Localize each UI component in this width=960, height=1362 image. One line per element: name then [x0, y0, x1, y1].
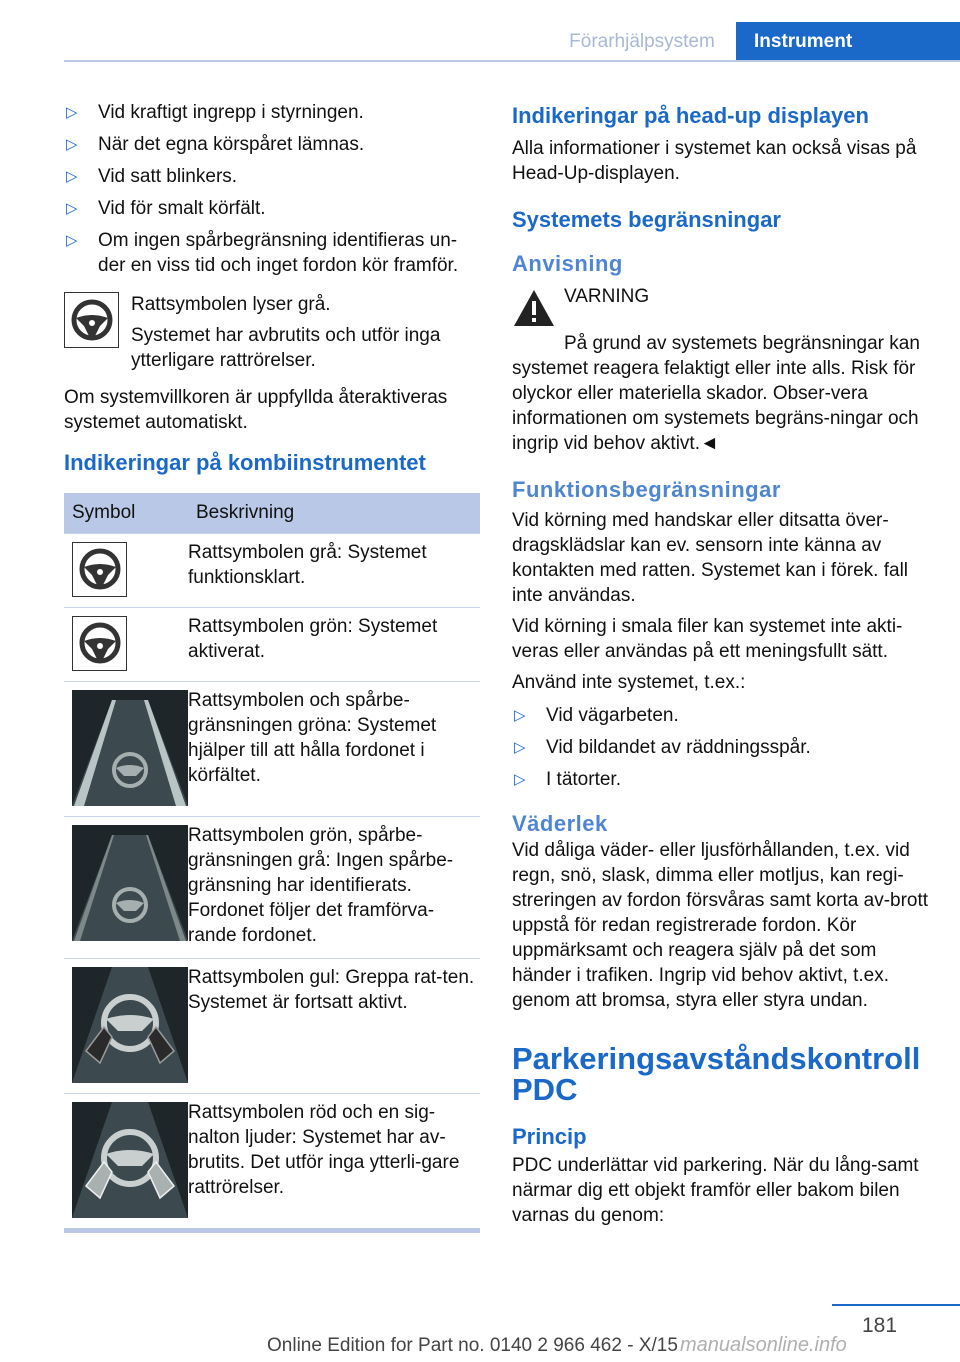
limits-heading: Systemets begränsningar [512, 207, 781, 232]
warning-text: På grund av systemets begränsningar kan systemet reagera felaktigt eller inte alls. Risk för olyckor eller materiella skador. Obser-vera informationen om systemets begräns-ningar och ingrip vid behov aktivt.◄ [512, 333, 920, 454]
lane-grey-scene [72, 825, 188, 941]
page-header [0, 0, 960, 62]
watermark-text: manualsonline.info [680, 1334, 847, 1356]
header-rule [64, 60, 960, 62]
reactivation-paragraph: Om systemvillkoren är uppfyllda återaktiveras systemet automatiskt. [64, 387, 448, 433]
bullet-triangle-icon: ▷ [514, 739, 526, 756]
bullet-triangle-icon: ▷ [66, 136, 78, 153]
hands-yellow-scene [72, 967, 188, 1083]
principle-paragraph: PDC underlättar vid parkering. När du lång-samt närmar dig ett objekt framför eller bakom bilen varnas du genom: [512, 1155, 919, 1226]
steering-grey-note [64, 292, 480, 373]
avoid-list [512, 703, 932, 792]
icon-note-line1: Rattsymbolen lyser grå. [131, 294, 331, 315]
principle-heading: Princip [512, 1124, 587, 1149]
headup-heading: Indikeringar på head-up displayen [512, 103, 869, 128]
table-header-symbol: Symbol [64, 493, 188, 533]
steering-wheel-icon [64, 292, 119, 348]
table-row [64, 1093, 480, 1230]
weather-heading: Väderlek [512, 811, 608, 836]
hands-red-scene [72, 1102, 188, 1218]
list-item: ▷ Om ingen spårbegränsning identifieras un-der en viss tid och inget fordon kör framför. [66, 230, 459, 276]
page-number: 181 [862, 1314, 898, 1337]
lane-green-scene [72, 690, 188, 806]
icon-note-line2: Systemet har avbrutits och utför inga ytterligare rattrörelser. [131, 325, 441, 371]
table-header-description: Beskrivning [188, 493, 480, 533]
bullet-triangle-icon: ▷ [66, 104, 78, 121]
table-row [64, 958, 480, 1093]
list-item: ▷ Vid för smalt körfält. [66, 198, 266, 219]
bullet-triangle-icon: ▷ [514, 707, 526, 724]
list-item: ▷ Vid vägarbeten. [514, 705, 679, 726]
note-heading: Anvisning [512, 251, 623, 276]
function-limits-heading: Funktionsbegränsningar [512, 477, 781, 502]
bullet-triangle-icon: ▷ [66, 232, 78, 249]
list-item: ▷ Vid kraftigt ingrepp i styrningen. [66, 102, 364, 123]
header-chapter-tab: Instrument [736, 22, 960, 62]
table-row [64, 607, 480, 681]
table-cell-description: Rattsymbolen grå: Systemet funktionsklart. [188, 533, 480, 607]
footer-rule [832, 1304, 960, 1306]
warning-block [512, 284, 932, 333]
table-cell-description: Rattsymbolen röd och en sig-nalton ljuder: Systemet har av-brutits. Det utför inga ytterli-gare rattrörelser. [188, 1093, 480, 1230]
steering-wheel-grey-icon [72, 542, 127, 597]
list-item: ▷ Vid satt blinkers. [66, 166, 238, 187]
left-column [64, 100, 480, 1233]
headup-paragraph: Alla informationer i systemet kan också visas på Head-Up-displayen. [512, 138, 917, 184]
function-paragraph-2: Vid körning i smala filer kan systemet inte akti-veras eller användas på ett meningsfullt sätt. [512, 616, 903, 662]
cluster-heading: Indikeringar på kombiinstrumentet [64, 450, 426, 475]
steering-wheel-green-icon [72, 616, 127, 671]
edition-note: Online Edition for Part no. 0140 2 966 462 - X/15 [267, 1335, 678, 1356]
condition-list [64, 100, 480, 278]
warning-title: VARNING [564, 286, 650, 307]
bullet-triangle-icon: ▷ [514, 771, 526, 788]
bullet-triangle-icon: ▷ [66, 168, 78, 185]
list-item: ▷ Vid bildandet av räddningsspår. [514, 737, 811, 758]
table-cell-description: Rattsymbolen och spårbe-gränsningen gröna: Systemet hjälper till att hålla fordonet i körfältet. [188, 681, 480, 816]
function-paragraph-3: Använd inte systemet, t.ex.: [512, 672, 746, 693]
table-cell-description: Rattsymbolen grön, spårbe-gränsningen grå: Ingen spårbe-gränsning har identifierats. Fordonet följer det framförva-rande fordonet. [188, 816, 480, 958]
warning-triangle-icon [512, 288, 556, 333]
table-row [64, 816, 480, 958]
table-row [64, 681, 480, 816]
weather-paragraph: Vid dåliga väder- eller ljusförhållanden, t.ex. vid regn, snö, slask, dimma eller motljus, kan regi-streringen av fordon försvåras samt korta av-brott uppstå för redan registrerade fordon. Kör uppmärksamt och reagera själv på det som händer i trafiken. Ingrip vid behov aktivt, t.ex. genom att bromsa, styra eller styra undan. [512, 840, 929, 1011]
symbol-table [64, 493, 480, 1233]
bullet-triangle-icon: ▷ [66, 200, 78, 217]
list-item: ▷ I tätorter. [514, 769, 621, 790]
right-column [512, 100, 932, 1238]
header-section-title: Förarhjälpsystem [569, 31, 715, 52]
list-item: ▷ När det egna körspåret lämnas. [66, 134, 365, 155]
table-cell-description: Rattsymbolen grön: Systemet aktiverat. [188, 607, 480, 681]
table-row [64, 533, 480, 607]
table-cell-description: Rattsymbolen gul: Greppa rat-ten. Systemet är fortsatt aktivt. [188, 958, 480, 1093]
function-paragraph-1: Vid körning med handskar eller ditsatta över-dragsklädslar kan ev. sensorn inte känna av kontakten med ratten. Systemet kan i förek. fall inte användas. [512, 510, 909, 606]
pdc-heading: Parkeringsavståndskontroll PDC [512, 1041, 921, 1107]
